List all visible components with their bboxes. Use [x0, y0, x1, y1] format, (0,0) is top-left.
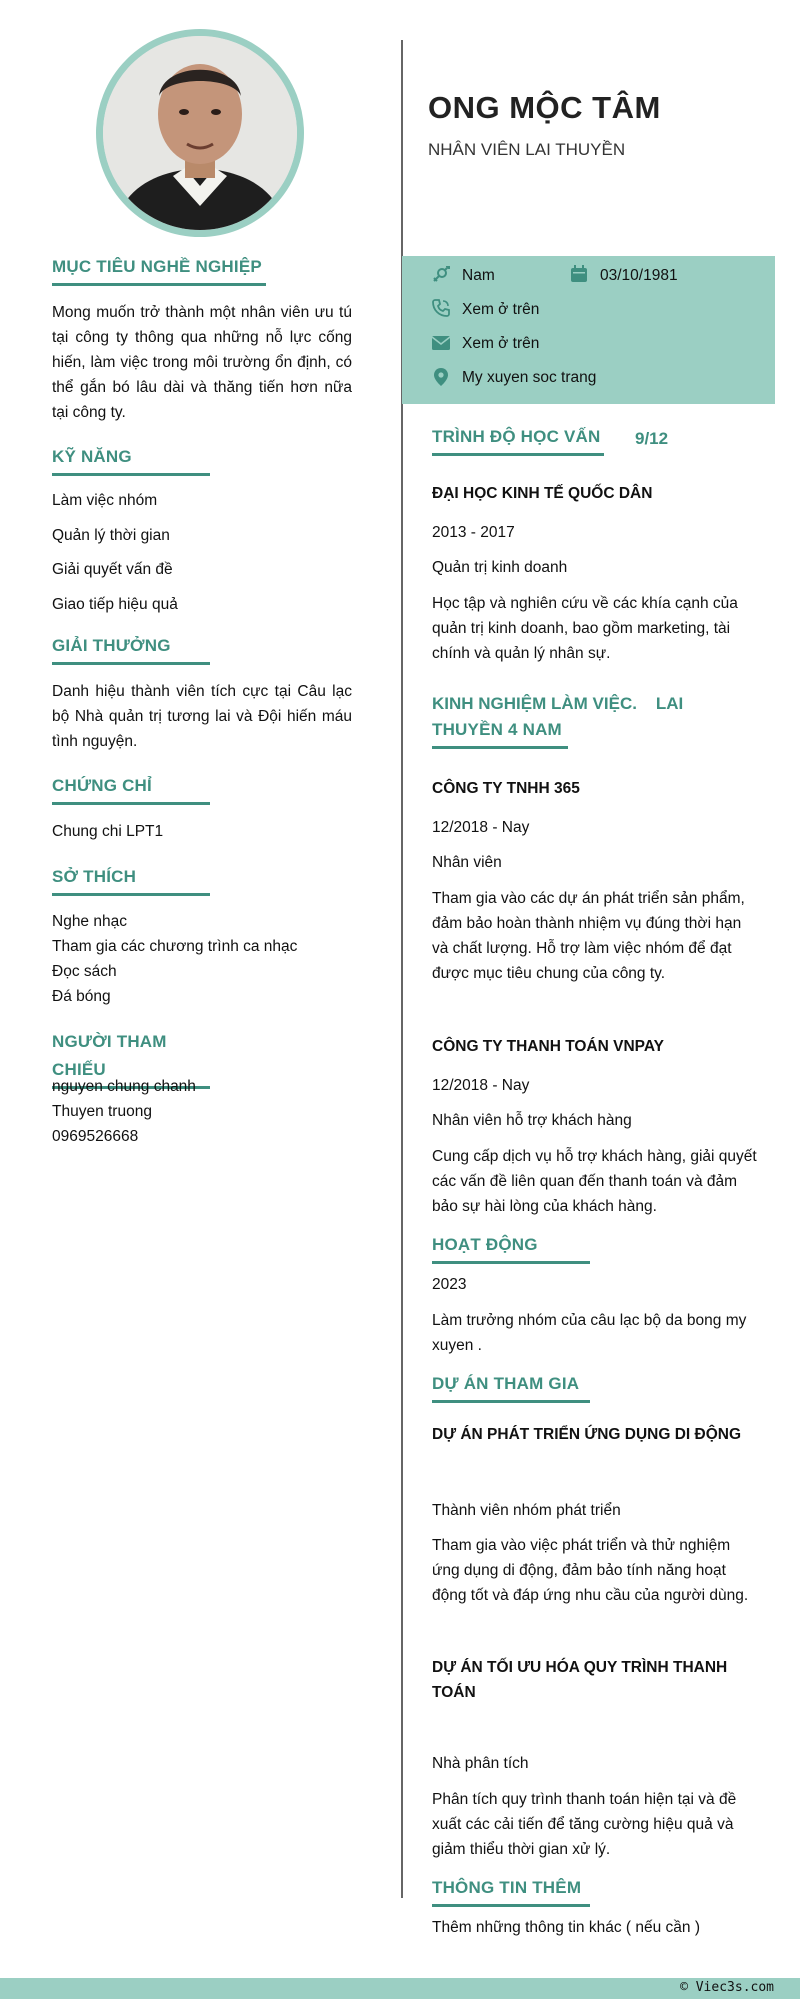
references-title: NGƯỜI THAM CHIẾU	[52, 1028, 210, 1089]
extra-text: Thêm những thông tin khác ( nếu cần )	[432, 1919, 701, 1936]
job-period: 12/2018 - Nay	[432, 819, 530, 836]
extra-section	[432, 1874, 590, 1907]
address-value: My xuyen soc trang	[462, 369, 597, 386]
footer-bar	[0, 1978, 800, 1999]
skill-item: Giao tiếp hiệu quả	[52, 596, 178, 613]
reference-item: nguyen chung chanh	[52, 1078, 196, 1095]
contact-panel	[402, 256, 775, 404]
phone-icon	[432, 299, 450, 317]
job-role: Nhân viên hỗ trợ khách hàng	[432, 1112, 632, 1129]
reference-item: Thuyen truong	[52, 1103, 152, 1120]
awards-section	[52, 632, 210, 665]
job-role: Nhân viên	[432, 854, 502, 871]
job-desc: Tham gia vào các dự án phát triển sản phẩm, đảm bảo hoàn thành nhiệm vụ đúng thời hạn và chất lượng. Hỗ trợ làm việc nhóm để đạt được mục tiêu chung của công ty.	[432, 890, 745, 982]
location-pin-icon	[432, 368, 450, 386]
skill-item: Giải quyết vấn đề	[52, 561, 173, 578]
calendar-icon	[570, 265, 588, 283]
project-desc: Phân tích quy trình thanh toán hiện tại và đề xuất các cải tiến để tăng cường hiệu quả và giảm thiểu thời gian xử lý.	[432, 1791, 737, 1858]
objective-title: MỤC TIÊU NGHỀ NGHIỆP	[52, 253, 266, 286]
avatar	[96, 29, 304, 237]
hobbies-list	[52, 909, 352, 1009]
project-role: Nhà phân tích	[432, 1755, 529, 1772]
email-icon	[432, 334, 450, 352]
hobbies-section	[52, 863, 210, 896]
education-major: Quản trị kinh doanh	[432, 559, 568, 576]
activities-title: HOẠT ĐỘNG	[432, 1231, 590, 1264]
project-name: DỰ ÁN TỐI ƯU HÓA QUY TRÌNH THANH TOÁN	[432, 1659, 728, 1701]
education-period: 2013 - 2017	[432, 524, 515, 541]
awards-text: Danh hiệu thành viên tích cực tại Câu lạc bộ Nhà quản trị tương lai và Đội hiến máu tình nguyện.	[52, 683, 352, 750]
references-list	[52, 1074, 352, 1149]
certificates-title: CHỨNG CHỈ	[52, 772, 210, 805]
gender-icon	[432, 266, 450, 284]
certificate-item: Chung chi LPT1	[52, 823, 164, 840]
certificates-section	[52, 772, 210, 805]
projects-section	[432, 1370, 590, 1403]
projects-title: DỰ ÁN THAM GIA	[432, 1370, 590, 1403]
experience-section	[432, 716, 568, 749]
hobbies-title: SỞ THÍCH	[52, 863, 210, 896]
hobby-item: Nghe nhạc	[52, 913, 127, 930]
project-role: Thành viên nhóm phát triển	[432, 1502, 621, 1519]
skills-section	[52, 443, 210, 476]
reference-item: 0969526668	[52, 1128, 139, 1145]
activities-section	[432, 1231, 590, 1264]
skills-list	[52, 488, 352, 627]
education-level: 9/12	[635, 429, 669, 448]
hobby-item: Đá bóng	[52, 988, 111, 1005]
job-company: CÔNG TY THANH TOÁN VNPAY	[432, 1038, 664, 1055]
full-name: ONG MỘC TÂM	[428, 90, 661, 125]
objective-section	[52, 253, 266, 286]
email-value: Xem ở trên	[462, 335, 540, 352]
hobby-item: Tham gia các chương trình ca nhạc	[52, 938, 298, 955]
person-photo-icon	[103, 36, 297, 230]
experience-title-line1: KINH NGHIỆM LÀM VIỆC. LAI	[432, 694, 684, 713]
school-name: ĐẠI HỌC KINH TẾ QUỐC DÂN	[432, 485, 653, 502]
birthday-value: 03/10/1981	[600, 267, 678, 284]
awards-title: GIẢI THƯỞNG	[52, 632, 210, 665]
project-desc: Tham gia vào việc phát triển và thử nghiệm ứng dụng di động, đảm bảo tính năng hoạt động tốt và đáp ứng nhu cầu của người dùng.	[432, 1537, 749, 1604]
activity-desc: Làm trưởng nhóm của câu lạc bộ da bong my xuyen .	[432, 1312, 747, 1354]
hobby-item: Đọc sách	[52, 963, 117, 980]
skill-item: Làm việc nhóm	[52, 492, 158, 509]
objective-text: Mong muốn trở thành một nhân viên ưu tú tại công ty thông qua những nỗ lực cống hiến, làm việc trong môi trường ổn định, có thể gắn bó lâu dài và thăng tiến hơn nữa tại công ty.	[52, 304, 352, 421]
job-desc: Cung cấp dịch vụ hỗ trợ khách hàng, giải quyết các vấn đề liên quan đến thanh toán và đảm bảo sự hài lòng của khách hàng.	[432, 1148, 757, 1215]
gender-value: Nam	[462, 267, 495, 284]
footer-copyright: © Viec3s.com	[680, 1980, 774, 1995]
education-section	[432, 423, 604, 456]
phone-value: Xem ở trên	[462, 301, 540, 318]
education-title: TRÌNH ĐỘ HỌC VẤN	[432, 423, 604, 456]
skills-title: KỸ NĂNG	[52, 443, 210, 476]
skill-item: Quản lý thời gian	[52, 527, 170, 544]
job-period: 12/2018 - Nay	[432, 1077, 530, 1094]
job-company: CÔNG TY TNHH 365	[432, 780, 580, 797]
experience-title-line2: THUYỀN 4 NAM	[432, 716, 568, 749]
activity-year: 2023	[432, 1276, 467, 1293]
education-desc: Học tập và nghiên cứu về các khía cạnh của quản trị kinh doanh, bao gồm marketing, tài chính và quản lý nhân sự.	[432, 595, 738, 662]
extra-title: THÔNG TIN THÊM	[432, 1874, 590, 1907]
job-title: NHÂN VIÊN LAI THUYỀN	[428, 140, 626, 159]
project-name: DỰ ÁN PHÁT TRIỂN ỨNG DỤNG DI ĐỘNG	[432, 1426, 742, 1443]
